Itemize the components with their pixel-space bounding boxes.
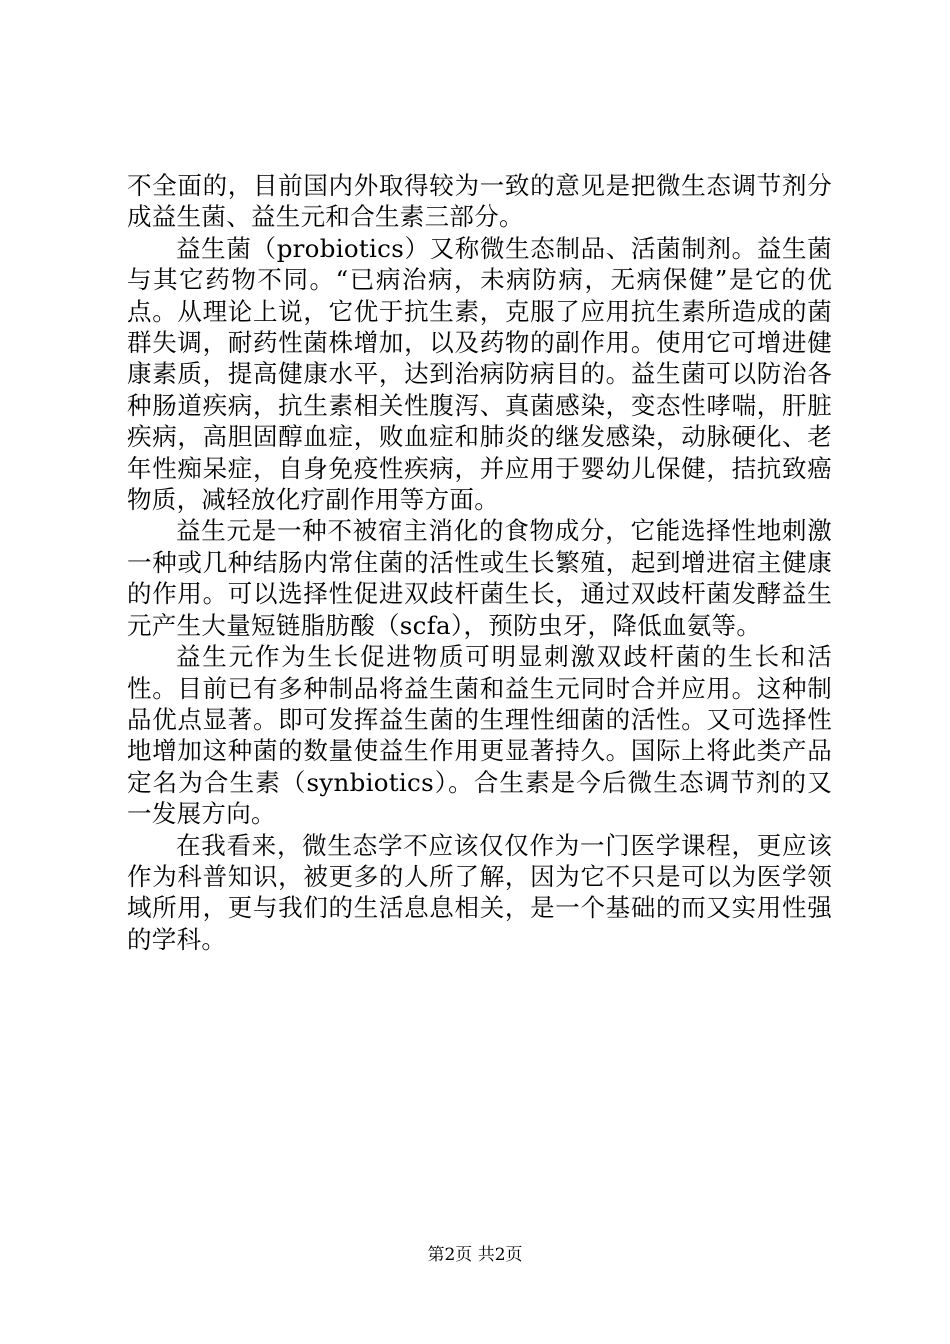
page-number: 第2页 共2页 [427, 1245, 523, 1265]
paragraph-probiotics: 益生菌（probiotics）又称微生态制品、活菌制剂。益生菌与其它药物不同。“已病治病，未病防病，无病保健”是它的优点。从理论上说，它优于抗生素，克服了应用抗生素所造成的菌群失调，耐药性菌株增加，以及药物的副作用。使用它可增进健康素质，提高健康水平，达到治病防病目的。益生菌可以防治各种肠道疾病，抗生素相关性腹泻、真菌感染，变态性哮喘，肝脏疾病，高胆固醇血症，败血症和肺炎的继发感染，动脉硬化、老年性痴呆症，自身免疫性疾病，并应用于婴幼儿保健，拮抗致癌物质，减轻放化疗副作用等方面。 [127, 233, 832, 515]
document-body [127, 170, 832, 955]
paragraph-continuation: 不全面的，目前国内外取得较为一致的意见是把微生态调节剂分成益生菌、益生元和合生素三部分。 [127, 171, 832, 232]
paragraph-synbiotics: 益生元作为生长促进物质可明显刺激双歧杆菌的生长和活性。目前已有多种制品将益生菌和益生元同时合并应用。这种制品优点显著。即可发挥益生菌的生理性细菌的活性。又可选择性地增加这种菌的数量使益生作用更显著持久。国际上将此类产品定名为合生素（synbiotics）。合生素是今后微生态调节剂的又一发展方向。 [127, 642, 832, 829]
paragraph-prebiotics: 益生元是一种不被宿主消化的食物成分，它能选择性地刺激一种或几种结肠内常住菌的活性或生长繁殖，起到增进宿主健康的作用。可以选择性促进双歧杆菌生长，通过双歧杆菌发酵益生元产生大量短链脂肪酸（scfa），预防虫牙，降低血氨等。 [127, 516, 832, 640]
paragraph-conclusion: 在我看来，微生态学不应该仅仅作为一门医学课程，更应该作为科普知识，被更多的人所了解，因为它不只是可以为医学领域所用，更与我们的生活息息相关，是一个基础的而又实用性强的学科。 [127, 830, 832, 954]
